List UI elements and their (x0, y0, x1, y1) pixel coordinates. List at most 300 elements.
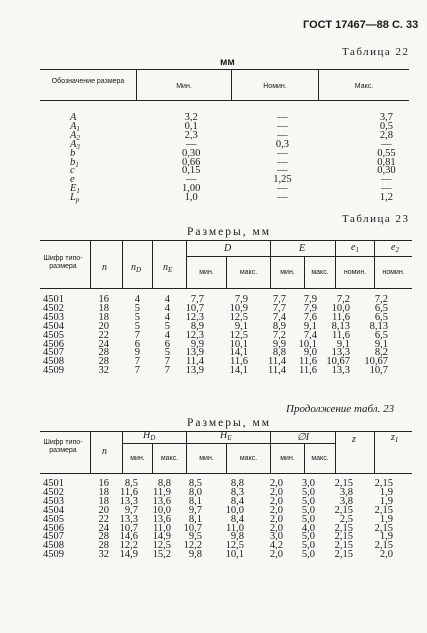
e1-cell: 11,6 (332, 329, 350, 341)
t23c-vline-2 (122, 431, 123, 474)
max-cell: 0,30 (377, 165, 396, 177)
D-min-cell: 10,7 (185, 302, 204, 314)
z-cell: 2,15 (334, 531, 353, 543)
t23c-header-phi: ∅I (297, 432, 310, 443)
table-row (70, 114, 408, 123)
z-cell: 2,15 (334, 478, 353, 489)
ne-cell: 4 (164, 302, 170, 314)
n-cell: 18 (98, 302, 109, 314)
HD-min-cell: 10,7 (119, 522, 138, 534)
nd-cell: 9 (134, 347, 140, 359)
n-cell: 18 (98, 486, 109, 498)
nom-cell: — (277, 147, 288, 159)
t23-vline-2 (122, 240, 123, 289)
E-max-cell: 9,1 (303, 320, 317, 332)
e2-cell: 10,7 (369, 365, 388, 377)
code-cell: 4509 (43, 365, 64, 377)
symbol-subscript: 3 (76, 142, 80, 151)
E-min-cell: 7,7 (272, 294, 286, 305)
e2-cell: 8,2 (374, 347, 388, 359)
ne-cell: 7 (164, 356, 170, 368)
t23-header-E-min: мин. (280, 269, 295, 276)
designation-cell (70, 194, 182, 203)
E-max-cell: 7,9 (303, 302, 317, 314)
phi-min-cell: 3,0 (269, 531, 283, 543)
HD-min-cell: 12,2 (119, 540, 138, 552)
table-23cont-body (43, 480, 393, 560)
code-cell: 4506 (43, 522, 64, 534)
min-cell: 3,2 (184, 112, 198, 123)
D-max-cell: 14,1 (229, 347, 248, 359)
HD-max-cell: 13,6 (152, 495, 171, 507)
code-cell: 4502 (43, 302, 64, 314)
t23-header-code: Шифр типо-размера (43, 255, 83, 271)
table-row (70, 141, 408, 150)
t23-header-e2-nom: номин. (382, 269, 405, 276)
table-row (43, 367, 388, 376)
min-cell: — (185, 138, 197, 150)
code-cell: 4505 (43, 329, 64, 341)
table-22-body (70, 114, 408, 203)
HE-max-cell: 8,4 (230, 495, 244, 507)
t23c-header-phi-min: мин. (280, 455, 295, 462)
phi-min-cell: 2,0 (269, 513, 283, 525)
D-min-cell: 12,3 (185, 329, 204, 341)
symbol-subscript: 1 (76, 124, 80, 133)
phi-max-cell: 5,0 (301, 513, 315, 525)
symbol: A (70, 120, 77, 132)
phi-max-cell: 5,0 (301, 486, 315, 498)
table-23-caption: Таблица 23 (342, 213, 410, 225)
z1-cell: 2,15 (374, 504, 393, 516)
HE-min-cell: 8,1 (188, 513, 202, 525)
e1-cell: 11,6 (332, 311, 350, 323)
t23c-header-HD-sub: D (150, 434, 156, 442)
table-row (70, 123, 408, 132)
E-max-cell: 11,6 (299, 356, 317, 368)
D-max-cell: 14,1 (229, 365, 248, 377)
z-cell: 2,15 (334, 504, 353, 516)
nd-cell: 5 (134, 302, 140, 314)
table-row (70, 194, 408, 203)
HD-min-cell: 8,5 (124, 478, 138, 489)
designation-cell (70, 129, 182, 142)
E-max-cell: 11,6 (299, 365, 317, 377)
code-cell: 4504 (43, 504, 64, 516)
HE-max-cell: 8,4 (230, 513, 244, 525)
t23c-header-HD-min: мин. (130, 455, 145, 462)
D-max-cell: 10,1 (229, 338, 248, 350)
nom-cell: — (277, 112, 288, 123)
table-23-title: Размеры, мм (187, 226, 272, 238)
HE-max-cell: 9,8 (230, 531, 244, 543)
nd-cell: 4 (134, 294, 140, 305)
phi-min-cell: 2,0 (269, 495, 283, 507)
HE-min-cell: 9,7 (188, 504, 202, 516)
D-max-cell: 12,5 (229, 329, 248, 341)
HD-min-cell: 11,6 (120, 486, 138, 498)
phi-max-cell: 5,0 (301, 549, 315, 561)
E-min-cell: 11,4 (268, 356, 286, 368)
max-cell: 1,2 (379, 192, 393, 204)
table-row (70, 167, 408, 176)
HD-min-cell: 9,7 (124, 504, 138, 516)
phi-max-cell: 3,0 (301, 478, 315, 489)
t23-header-e2-base: e (391, 242, 396, 253)
t23-header-ne-base: n (163, 262, 168, 273)
E-min-cell: 8,8 (272, 347, 286, 359)
t22-header-max: Макс. (354, 83, 374, 90)
nd-cell: 5 (134, 311, 140, 323)
n-cell: 28 (98, 347, 109, 359)
t23c-vline-8 (335, 431, 336, 474)
t23-header-n: n (102, 262, 107, 273)
z1-cell: 2,0 (379, 549, 393, 561)
min-cell: 0,30 (182, 147, 201, 159)
page-header: ГОСТ 17467—88 С. 33 (303, 19, 419, 31)
table-23-body (43, 296, 388, 376)
n-cell: 32 (98, 365, 109, 377)
n-cell: 18 (98, 495, 109, 507)
D-min-cell: 7,7 (190, 294, 204, 305)
t23-header-E-max: макс. (311, 269, 329, 276)
designation-cell (70, 167, 182, 176)
HD-min-cell: 13,3 (119, 495, 138, 507)
phi-min-cell: 2,0 (269, 486, 283, 498)
D-max-cell: 11,6 (230, 356, 248, 368)
ne-cell: 5 (164, 347, 170, 359)
designation-cell (70, 176, 182, 185)
nom-cell: — (277, 120, 288, 132)
min-cell: 0,66 (182, 156, 201, 168)
z1-cell: 2,15 (374, 478, 393, 489)
HE-min-cell: 10,7 (183, 522, 202, 534)
t23c-vline-4 (186, 431, 187, 474)
t23c-header-HE-min: мин. (199, 455, 214, 462)
t23-header-e1-nom: номин. (343, 269, 367, 276)
nom-cell: 0,3 (275, 138, 289, 150)
HD-max-cell: 13,6 (152, 513, 171, 525)
z-cell: 3,8 (339, 486, 353, 498)
table-row (70, 150, 408, 159)
n-cell: 24 (98, 338, 109, 350)
D-max-cell: 12,5 (229, 311, 248, 323)
z1-cell: 2,15 (374, 522, 393, 534)
HD-max-cell: 12,5 (152, 540, 171, 552)
nd-cell: 6 (134, 338, 140, 350)
D-max-cell: 10,9 (229, 302, 248, 314)
max-cell: — (381, 138, 392, 150)
max-cell: — (381, 174, 392, 186)
nd-cell: 7 (134, 365, 140, 377)
z1-cell: 1,9 (379, 486, 393, 498)
HE-min-cell: 9,5 (188, 531, 202, 543)
ne-cell: 7 (164, 365, 170, 377)
t23c-header-HD (143, 430, 155, 441)
e1-cell: 9,1 (336, 338, 350, 350)
symbol: A (70, 129, 77, 141)
code-cell: 4505 (43, 513, 64, 525)
t23-header-ne (163, 262, 172, 273)
nom-cell: — (277, 156, 288, 168)
symbol-subscript: 1 (76, 187, 80, 196)
symbol-subscript: p (75, 196, 80, 205)
t23-header-e2 (391, 242, 399, 253)
t23-vline-8 (335, 240, 336, 289)
E-min-cell: 7,4 (272, 311, 286, 323)
z-cell: 2,15 (334, 540, 353, 552)
HD-max-cell: 10,0 (152, 504, 171, 516)
table-row (70, 159, 408, 168)
D-min-cell: 13,9 (185, 365, 204, 377)
t23-vline-1 (90, 240, 91, 289)
code-cell: 4501 (43, 294, 64, 305)
table-22-top-rule (40, 69, 409, 70)
phi-min-cell: 2,0 (269, 522, 283, 534)
z1-cell: 2,15 (374, 540, 393, 552)
symbol: A (70, 112, 77, 123)
HD-min-cell: 13,3 (119, 513, 138, 525)
t22-header-nom: Номин. (263, 83, 287, 90)
HE-min-cell: 8,1 (188, 495, 202, 507)
nom-cell: — (277, 129, 288, 141)
t23c-header-z1-base: z (391, 432, 395, 443)
D-max-cell: 7,9 (234, 294, 248, 305)
E-min-cell: 11,4 (268, 365, 286, 377)
t23-header-D-max: макс. (239, 269, 258, 276)
t23-vline-4 (186, 240, 187, 289)
z1-cell: 1,9 (379, 513, 393, 525)
t23c-header-n: n (102, 446, 107, 457)
e2-cell: 7,2 (374, 294, 388, 305)
max-cell: 3,7 (379, 112, 393, 123)
code-cell: 4508 (43, 356, 64, 368)
t23c-header-HE-base: H (220, 430, 228, 441)
designation-cell (70, 147, 182, 159)
table-row (43, 551, 393, 560)
n-cell: 22 (98, 329, 109, 341)
symbol: e (70, 174, 75, 186)
phi-min-cell: 2,0 (269, 504, 283, 516)
symbol: c (70, 165, 75, 177)
code-cell: 4502 (43, 486, 64, 498)
HE-max-cell: 11,0 (226, 522, 244, 534)
table-23cont-caption: Продолжение табл. 23 (286, 403, 395, 415)
E-max-cell: 7,9 (303, 294, 317, 305)
HE-max-cell: 12,5 (225, 540, 244, 552)
n-cell: 28 (98, 531, 109, 543)
min-cell: — (185, 174, 197, 186)
n-cell: 22 (98, 513, 109, 525)
E-max-cell: 10,1 (298, 338, 317, 350)
e2-cell: 10,67 (364, 356, 388, 368)
z1-cell: 1,9 (379, 495, 393, 507)
D-min-cell: 12,3 (185, 311, 204, 323)
symbol: b (70, 147, 76, 159)
phi-max-cell: 5,0 (301, 495, 315, 507)
phi-max-cell: 5,0 (301, 504, 315, 516)
code-cell: 4509 (43, 549, 64, 561)
code-cell: 4506 (43, 338, 64, 350)
n-cell: 24 (98, 522, 109, 534)
table-22-header-rule (40, 100, 409, 101)
D-min-cell: 8,9 (190, 320, 204, 332)
e1-cell: 10,0 (331, 302, 350, 314)
e1-cell: 13,3 (331, 347, 350, 359)
max-cell: 0,55 (377, 147, 396, 159)
designation-cell (70, 156, 182, 169)
t23-vline-6 (270, 240, 271, 289)
e1-cell: 10,67 (326, 356, 350, 368)
symbol: E (70, 183, 77, 195)
min-cell: 0,15 (182, 165, 201, 177)
max-cell: — (381, 183, 392, 195)
e1-cell: 7,2 (336, 294, 350, 305)
HE-min-cell: 8,5 (188, 478, 202, 489)
t23c-vline-1 (90, 431, 91, 474)
e1-cell: 8,13 (331, 320, 350, 332)
n-cell: 32 (98, 549, 109, 561)
HD-min-cell: 14,6 (119, 531, 138, 543)
t23-header-e1-base: e (351, 242, 356, 253)
table-row (70, 132, 408, 141)
code-cell: 4508 (43, 540, 64, 552)
table-row (70, 176, 408, 185)
HE-max-cell: 10,0 (225, 504, 244, 516)
min-cell: 2,3 (184, 129, 198, 141)
phi-max-cell: 4,0 (301, 522, 315, 534)
D-min-cell: 11,4 (186, 356, 204, 368)
E-min-cell: 7,7 (272, 302, 286, 314)
e2-cell: 6,5 (374, 329, 388, 341)
t23c-header-HE (220, 430, 232, 441)
n-cell: 20 (98, 504, 109, 516)
n-cell: 28 (98, 540, 109, 552)
symbol: L (70, 192, 76, 204)
t23c-header-z1-sub: 1 (394, 436, 399, 444)
t23-header-D: D (224, 243, 232, 254)
e1-cell: 13,3 (331, 365, 350, 377)
nd-cell: 7 (134, 356, 140, 368)
phi-min-cell: 2,0 (269, 478, 283, 489)
D-min-cell: 13,9 (185, 347, 204, 359)
z-cell: 2,15 (334, 522, 353, 534)
phi-max-cell: 5,0 (301, 540, 315, 552)
designation-cell (70, 138, 182, 151)
symbol-subscript: 1 (75, 160, 79, 169)
ne-cell: 4 (164, 329, 170, 341)
HE-max-cell: 8,8 (230, 478, 244, 489)
t23c-vline-9 (374, 431, 375, 474)
ne-cell: 4 (164, 294, 170, 305)
code-cell: 4501 (43, 478, 64, 489)
t23-header-nd-sub: D (136, 266, 142, 274)
HE-min-cell: 8,0 (188, 486, 202, 498)
D-max-cell: 9,1 (234, 320, 248, 332)
n-cell: 16 (98, 294, 109, 305)
E-max-cell: 7,6 (303, 311, 317, 323)
e2-cell: 8,13 (369, 320, 388, 332)
D-min-cell: 9,9 (190, 338, 204, 350)
min-cell: 1,00 (182, 183, 201, 195)
t23-header-e1-sub: 1 (355, 246, 359, 254)
n-cell: 20 (98, 320, 109, 332)
code-cell: 4507 (43, 347, 64, 359)
HE-max-cell: 8,3 (230, 486, 244, 498)
ne-cell: 5 (164, 320, 170, 332)
nom-cell: — (277, 192, 288, 204)
designation-cell (70, 120, 182, 133)
t23c-vline-6 (270, 431, 271, 474)
max-cell: 0,81 (377, 156, 396, 168)
z1-cell: 1,9 (379, 531, 393, 543)
phi-min-cell: 4,2 (269, 540, 283, 552)
e2-cell: 6,5 (374, 302, 388, 314)
t23-header-e1 (351, 242, 359, 253)
n-cell: 16 (98, 478, 109, 489)
nom-cell: — (277, 183, 288, 195)
symbol-subscript: 2 (76, 133, 80, 142)
table-22-caption: Таблица 22 (342, 46, 410, 58)
z-cell: 2,5 (339, 513, 353, 525)
t23c-header-z: z (352, 434, 356, 445)
nom-cell: — (277, 165, 288, 177)
table-row (70, 185, 408, 194)
symbol: b (70, 156, 76, 168)
designation-cell (70, 185, 182, 194)
nd-cell: 5 (134, 320, 140, 332)
HD-max-cell: 11,0 (153, 522, 171, 534)
HE-min-cell: 9,8 (188, 549, 202, 561)
HE-min-cell: 12,2 (183, 540, 202, 552)
table-23-sub-rule (186, 256, 412, 257)
t23-vline-9 (374, 240, 375, 289)
table-23-top-rule (40, 240, 412, 241)
e2-cell: 6,5 (374, 311, 388, 323)
code-cell: 4503 (43, 495, 64, 507)
n-cell: 18 (98, 311, 109, 323)
t23-header-D-min: мин. (199, 269, 214, 276)
t23-header-nd-base: n (131, 262, 136, 273)
E-min-cell: 8,9 (272, 320, 286, 332)
designation-cell (70, 114, 182, 123)
table-22-unit: мм (220, 57, 235, 68)
t23c-header-phi-max: макс. (311, 455, 329, 462)
code-cell: 4507 (43, 531, 64, 543)
t23c-header-code: Шифр типо-размера (43, 439, 83, 455)
HD-min-cell: 14,9 (119, 549, 138, 561)
t23-header-E: E (299, 243, 306, 254)
HD-max-cell: 8,8 (157, 478, 171, 489)
code-cell: 4504 (43, 320, 64, 332)
HE-max-cell: 10,1 (225, 549, 244, 561)
t22-header-min: Мин. (176, 83, 192, 90)
t23c-header-HE-sub: E (227, 434, 232, 442)
t23c-header-z1 (391, 432, 398, 443)
t23c-header-HD-max: макс. (160, 455, 179, 462)
t22-header-designation: Обозначение размера (51, 78, 125, 85)
HD-max-cell: 11,9 (153, 486, 171, 498)
E-max-cell: 9,0 (303, 347, 317, 359)
n-cell: 28 (98, 356, 109, 368)
ne-cell: 6 (164, 338, 170, 350)
min-cell: 0,1 (184, 120, 198, 132)
HD-max-cell: 14,9 (152, 531, 171, 543)
z-cell: 2,15 (334, 549, 353, 561)
phi-min-cell: 2,0 (269, 549, 283, 561)
HD-max-cell: 15,2 (152, 549, 171, 561)
max-cell: 0,5 (379, 120, 393, 132)
